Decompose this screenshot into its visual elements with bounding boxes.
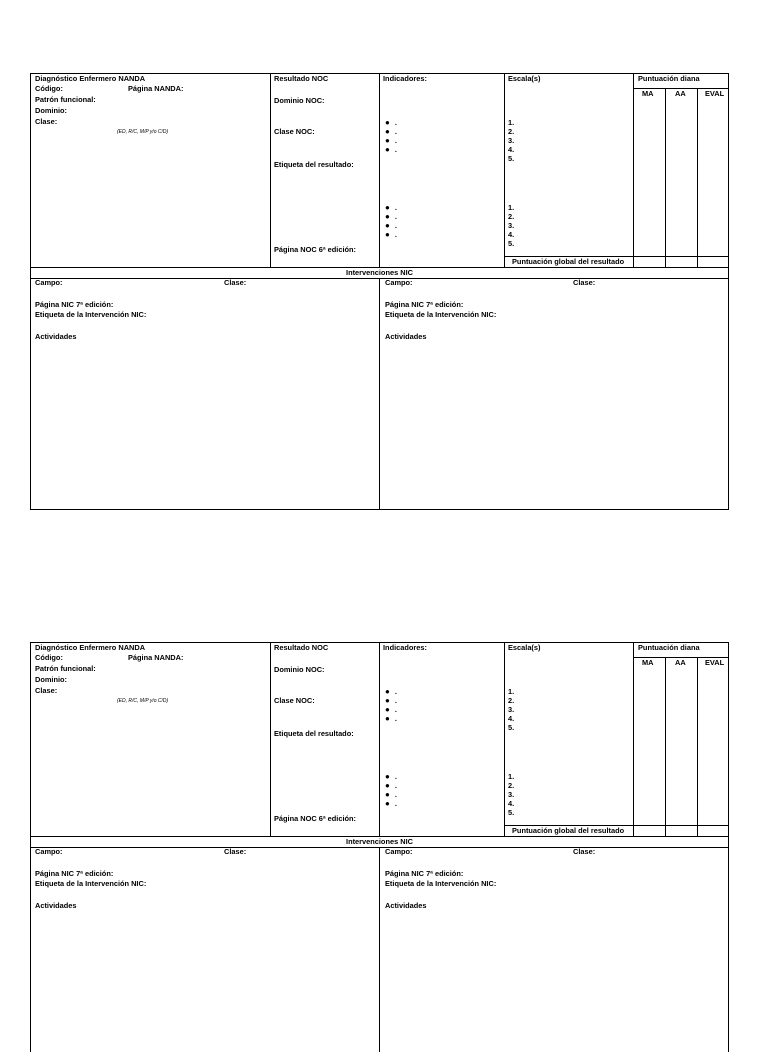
pagina-noc-label: Página NOC 6ª edición: xyxy=(274,814,356,823)
list-item: 1. xyxy=(508,203,515,212)
list-item: 2. xyxy=(508,212,515,221)
column-divider xyxy=(665,89,666,267)
col-aa-header: AA xyxy=(675,89,686,98)
actividades-label: Actividades xyxy=(35,332,77,341)
intervenciones-nic-header: Intervenciones NIC xyxy=(30,267,729,279)
list-item: 3. xyxy=(508,136,515,145)
pagina-noc-label: Página NOC 6ª edición: xyxy=(274,245,356,254)
list-item: ● . xyxy=(385,221,397,230)
column-divider xyxy=(697,658,698,836)
col-eval-header: EVAL xyxy=(705,89,725,98)
scale-list xyxy=(508,687,514,732)
column-divider xyxy=(504,74,505,267)
puntuacion-global-label: Puntuación global del resultado xyxy=(512,257,625,266)
list-item: ● . xyxy=(385,127,397,136)
list-item: 3. xyxy=(508,221,515,230)
campo-label: Campo: xyxy=(385,278,413,287)
list-item: 5. xyxy=(508,808,515,817)
campo-label: Campo: xyxy=(385,847,413,856)
column-divider xyxy=(379,643,380,836)
etiqueta-resultado-label: Etiqueta del resultado: xyxy=(274,729,354,738)
list-item: 1. xyxy=(508,772,515,781)
campo-label: Campo: xyxy=(35,847,63,856)
escalas-header: Escala(s) xyxy=(508,643,541,652)
clase-nic-label: Clase: xyxy=(573,278,596,287)
column-divider xyxy=(697,89,698,267)
clase-label: Clase: xyxy=(35,686,58,695)
relation-hint: (ED, R/C, M/P y/o C/D) xyxy=(117,129,169,135)
column-divider xyxy=(379,74,380,267)
resultado-noc-header: Resultado NOC xyxy=(274,74,329,83)
dominio-label: Dominio: xyxy=(35,106,68,115)
list-item: 2. xyxy=(508,696,515,705)
list-item: ● . xyxy=(385,118,397,127)
indicator-list xyxy=(385,687,397,723)
list-item: 4. xyxy=(508,230,515,239)
scale-list xyxy=(508,118,514,163)
list-item: ● . xyxy=(385,705,397,714)
puntuacion-global-label: Puntuación global del resultado xyxy=(512,826,625,835)
clase-noc-label: Clase NOC: xyxy=(274,696,315,705)
relation-hint: (ED, R/C, M/P y/o C/D) xyxy=(117,698,169,704)
dominio-label: Dominio: xyxy=(35,675,68,684)
column-divider xyxy=(379,278,380,509)
col-eval-header: EVAL xyxy=(705,658,725,667)
etiqueta-intervencion-label: Etiqueta de la Intervención NIC: xyxy=(35,310,147,319)
indicator-list xyxy=(385,118,397,154)
clase-nic-label: Clase: xyxy=(573,847,596,856)
etiqueta-intervencion-label: Etiqueta de la Intervención NIC: xyxy=(385,879,497,888)
column-divider xyxy=(379,847,380,1052)
column-divider xyxy=(270,643,271,836)
scale-list xyxy=(508,772,514,817)
codigo-label: Código: xyxy=(35,84,63,93)
dominio-noc-label: Dominio NOC: xyxy=(274,96,325,105)
puntuacion-diana-header: Puntuación diana xyxy=(638,643,700,652)
list-item: 4. xyxy=(508,799,515,808)
dominio-noc-label: Dominio NOC: xyxy=(274,665,325,674)
etiqueta-intervencion-label: Etiqueta de la Intervención NIC: xyxy=(385,310,497,319)
codigo-label: Código: xyxy=(35,653,63,662)
list-item: 5. xyxy=(508,154,515,163)
col-aa-header: AA xyxy=(675,658,686,667)
list-item: 4. xyxy=(508,714,515,723)
list-item: 5. xyxy=(508,239,515,248)
list-item: 5. xyxy=(508,723,515,732)
indicadores-header: Indicadores: xyxy=(383,74,427,83)
scale-list xyxy=(508,203,514,248)
column-divider xyxy=(504,643,505,836)
patron-label: Patrón funcional: xyxy=(35,95,96,104)
indicator-list xyxy=(385,203,397,239)
care-plan-form-2 xyxy=(30,642,729,1052)
actividades-label: Actividades xyxy=(385,901,427,910)
list-item: 2. xyxy=(508,781,515,790)
pagina-nic-label: Página NIC 7ª edición: xyxy=(35,869,114,878)
col-ma-header: MA xyxy=(642,658,654,667)
pagina-nanda-label: Página NANDA: xyxy=(128,84,184,93)
list-item: 4. xyxy=(508,145,515,154)
pagina-nic-label: Página NIC 7ª edición: xyxy=(385,300,464,309)
diagnosis-title: Diagnóstico Enfermero NANDA xyxy=(35,643,146,652)
list-item: ● . xyxy=(385,772,397,781)
list-item: 3. xyxy=(508,705,515,714)
pagina-nanda-label: Página NANDA: xyxy=(128,653,184,662)
column-divider xyxy=(633,74,634,267)
list-item: ● . xyxy=(385,145,397,154)
list-item: ● . xyxy=(385,799,397,808)
diagnosis-title: Diagnóstico Enfermero NANDA xyxy=(35,74,146,83)
plan-header-section xyxy=(30,73,729,268)
nic-section xyxy=(30,278,729,510)
list-item: ● . xyxy=(385,790,397,799)
list-item: 2. xyxy=(508,127,515,136)
list-item: 3. xyxy=(508,790,515,799)
indicadores-header: Indicadores: xyxy=(383,643,427,652)
indicator-list xyxy=(385,772,397,808)
escalas-header: Escala(s) xyxy=(508,74,541,83)
list-item: ● . xyxy=(385,212,397,221)
clase-nic-label: Clase: xyxy=(224,278,247,287)
pagina-nic-label: Página NIC 7ª edición: xyxy=(385,869,464,878)
pagina-nic-label: Página NIC 7ª edición: xyxy=(35,300,114,309)
etiqueta-intervencion-label: Etiqueta de la Intervención NIC: xyxy=(35,879,147,888)
resultado-noc-header: Resultado NOC xyxy=(274,643,329,652)
etiqueta-resultado-label: Etiqueta del resultado: xyxy=(274,160,354,169)
list-item: ● . xyxy=(385,230,397,239)
puntuacion-diana-header: Puntuación diana xyxy=(638,74,700,83)
col-ma-header: MA xyxy=(642,89,654,98)
list-item: 1. xyxy=(508,687,515,696)
nic-section xyxy=(30,847,729,1052)
clase-nic-label: Clase: xyxy=(224,847,247,856)
list-item: ● . xyxy=(385,203,397,212)
plan-header-section xyxy=(30,642,729,837)
clase-label: Clase: xyxy=(35,117,58,126)
list-item: ● . xyxy=(385,781,397,790)
intervenciones-nic-header: Intervenciones NIC xyxy=(30,836,729,848)
column-divider xyxy=(270,74,271,267)
list-item: ● . xyxy=(385,136,397,145)
clase-noc-label: Clase NOC: xyxy=(274,127,315,136)
column-divider xyxy=(665,658,666,836)
care-plan-form-1 xyxy=(30,73,729,510)
campo-label: Campo: xyxy=(35,278,63,287)
actividades-label: Actividades xyxy=(385,332,427,341)
list-item: 1. xyxy=(508,118,515,127)
column-divider xyxy=(633,643,634,836)
list-item: ● . xyxy=(385,687,397,696)
patron-label: Patrón funcional: xyxy=(35,664,96,673)
list-item: ● . xyxy=(385,696,397,705)
list-item: ● . xyxy=(385,714,397,723)
actividades-label: Actividades xyxy=(35,901,77,910)
